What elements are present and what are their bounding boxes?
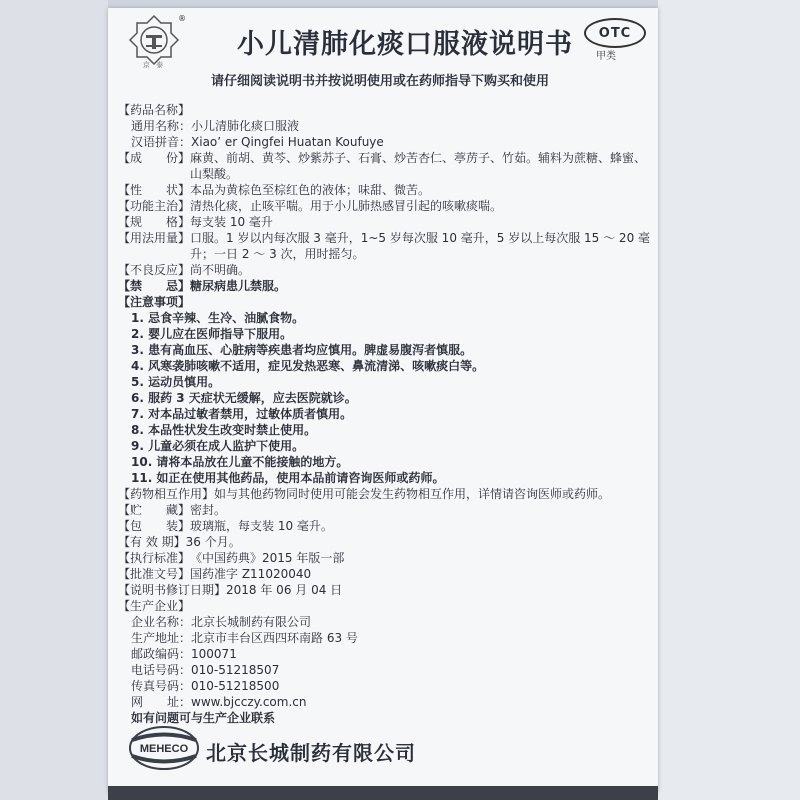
meheco-logo-text: MEHECO	[139, 743, 189, 755]
meheco-logo	[128, 725, 200, 771]
contraindication-row: 【禁 忌】 糖尿病患儿禁服。	[118, 279, 287, 293]
drug-name-heading: 【药品名称】	[118, 103, 191, 117]
precaution-item: 7. 对本品过敏者禁用，过敏体质者慎用。	[131, 407, 353, 421]
phone-row: 电话号码： 010-51218507	[131, 663, 280, 677]
company-seal-logo	[128, 14, 180, 66]
precaution-item: 5. 运动员慎用。	[131, 375, 221, 389]
precaution-item: 1. 忌食辛辣、生冷、油腻食物。	[131, 311, 305, 325]
leaflet-content	[118, 102, 653, 726]
character-row: 【性 状】 本品为黄棕色至棕红色的液体；味甜、微苦。	[118, 183, 431, 197]
precaution-item: 9. 儿童必须在成人监护下使用。	[131, 439, 305, 453]
otc-class-label: 甲类	[596, 51, 616, 62]
manufacturer-heading: 【生产企业】	[118, 599, 191, 613]
approval-row: 【批准文号】 国药准字 Z11020040	[118, 567, 312, 581]
precaution-item: 3. 患有高血压、心脏病等疾患者均应慎用。脾虚易腹泻者慎服。	[131, 343, 473, 357]
precaution-item: 4. 风寒袭肺咳嗽不适用，症见发热恶寒、鼻流清涕、咳嗽痰白等。	[131, 359, 485, 373]
footer-company-name: 北京长城制药有限公司	[206, 741, 416, 765]
usage-row: 【用法用量】 口服。1 岁以内每次服 3 毫升，1~5 岁每次服 10 毫升，5 岁以上每次服 15 ～ 20 毫升；一日 2 ～ 3 次，用时摇匀。	[118, 231, 651, 261]
bottom-edge	[108, 786, 658, 800]
standard-row: 【执行标准】 《中国药典》2015 年版一部	[118, 551, 345, 565]
indication-row: 【功能主治】 清热化痰，止咳平喘。用于小儿肺热感冒引起的咳嗽痰喘。	[118, 199, 503, 213]
registered-mark: ®	[178, 14, 186, 23]
package-row: 【包 装】 玻璃瓶，每支装 10 毫升。	[118, 519, 333, 533]
storage-row: 【贮 藏】 密封。	[118, 503, 227, 517]
page-title: 小儿清肺化痰口服液说明书	[237, 29, 573, 60]
company-name-row: 企业名称： 北京长城制药有限公司	[131, 615, 312, 629]
fax-row: 传真号码： 010-51218500	[131, 679, 280, 693]
precaution-item: 11. 如正在使用其他药品，使用本品前请咨询医师或药师。	[131, 471, 445, 485]
spec-row: 【规 格】 每支装 10 毫升	[118, 215, 273, 229]
website-row: 网 址： www.bjcczy.com.cn	[131, 695, 307, 709]
background-right	[658, 0, 800, 800]
adverse-row: 【不良反应】 尚不明确。	[118, 263, 251, 277]
background-left	[0, 0, 108, 800]
revision-date-row: 【说明书修订日期】 2018 年 06 月 04 日	[118, 583, 343, 597]
precautions-heading: 【注意事项】	[118, 295, 191, 309]
validity-row: 【有 效 期】 36 个月。	[118, 535, 241, 549]
otc-badge: OTC	[584, 18, 646, 48]
precaution-item: 8. 本品性状发生改变时禁止使用。	[131, 423, 317, 437]
generic-name-row: 通用名称： 小儿清肺化痰口服液	[131, 119, 300, 133]
page-subtitle: 请仔细阅读说明书并按说明使用或在药师指导下购买和使用	[210, 74, 549, 89]
postcode-row: 邮政编码： 100071	[131, 647, 237, 661]
logo-caption: 京 泰	[142, 61, 166, 69]
precaution-item: 6. 服药 3 天症状无缓解，应去医院就诊。	[131, 391, 357, 405]
address-row: 生产地址： 北京市丰台区西四环南路 63 号	[131, 631, 358, 645]
contact-note: 如有问题可与生产企业联系	[131, 711, 276, 725]
interaction-row: 【药物相互作用】 如与其他药物同时使用可能会发生药物相互作用，详情请咨询医师或药师。	[118, 487, 611, 501]
precaution-item: 10. 请将本品放在儿童不能接触的地方。	[131, 455, 349, 469]
pinyin-row: 汉语拼音： Xiao’ er Qingfei Huatan Koufuye	[131, 135, 384, 149]
precaution-item: 2. 婴儿应在医师指导下服用。	[131, 327, 293, 341]
ingredients-row: 【成 份】 麻黄、前胡、黄芩、炒紫苏子、石膏、炒苦杏仁、葶苈子、竹茹。辅料为蔗糖、蜂蜜、山梨酸。	[118, 151, 647, 181]
